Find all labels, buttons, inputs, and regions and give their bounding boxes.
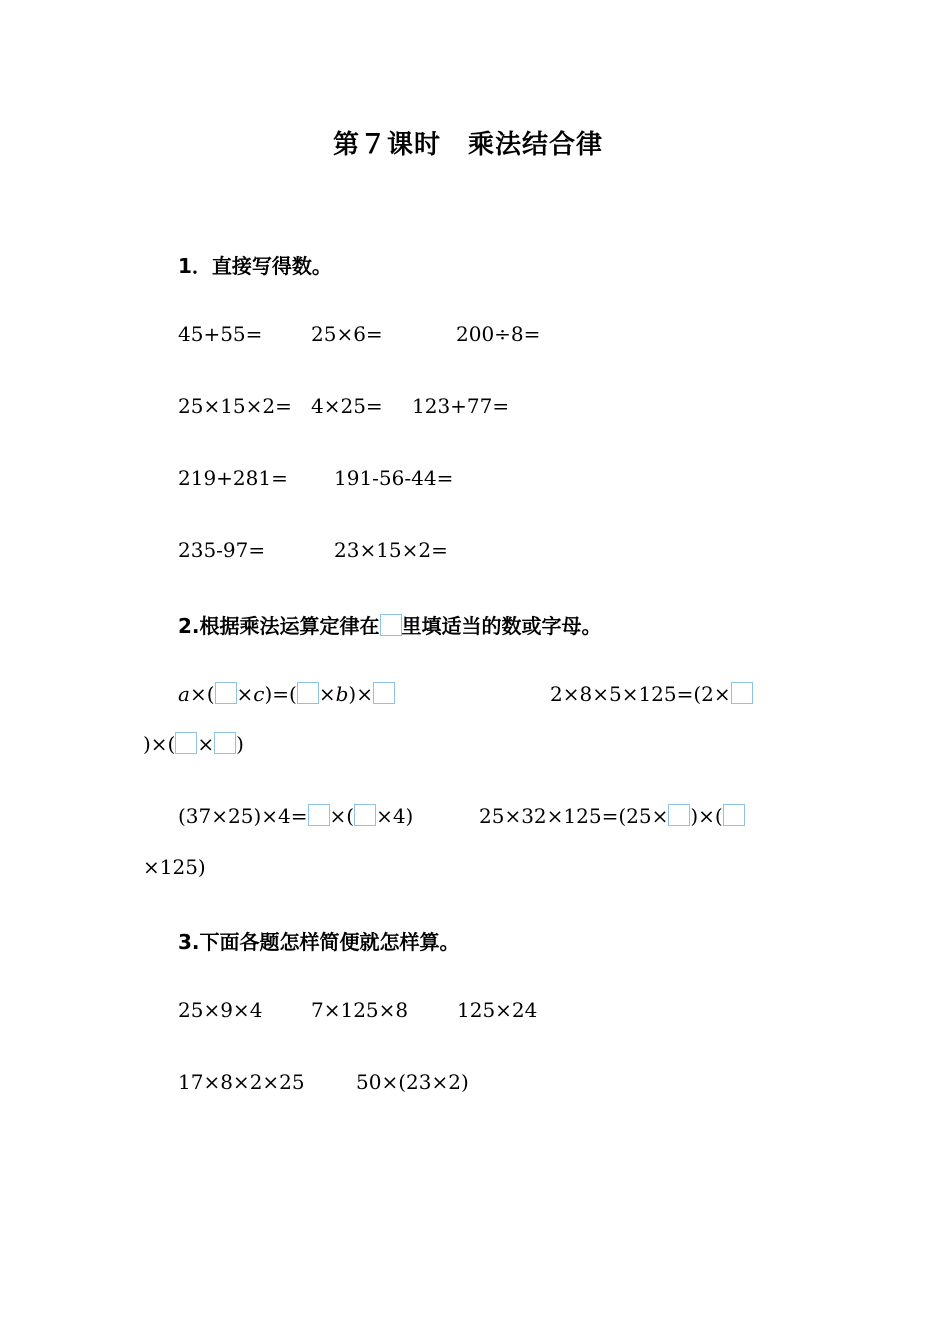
q2-line1-left [178,682,395,706]
answer-box[interactable] [214,732,236,754]
answer-box[interactable] [373,682,395,704]
q2-heading-after: 里填适当的数或字母。 [401,614,602,638]
q1-item: 191-56-44= [334,466,454,490]
q1-heading: 1．直接写得数。 [178,254,332,278]
q2-line2 [143,732,244,756]
expr-text: )=( [264,682,297,706]
q1-item: 25×6= [311,322,383,346]
q1-item: 45+55= [178,322,263,346]
answer-box[interactable] [668,804,690,826]
q3-item: 125×24 [457,998,538,1022]
q2-line3-right [479,804,745,828]
answer-box [380,614,402,636]
q1-item: 235-97= [178,538,266,562]
answer-box[interactable] [731,682,753,704]
var-b: b [335,682,349,706]
q1-item: 23×15×2= [334,538,448,562]
expr-text: )×( [143,732,176,756]
expr-text: ) [236,732,244,756]
expr-text: ×( [189,682,215,706]
q1-item: 123+77= [412,394,510,418]
q2-heading [178,610,602,639]
q2-line3-left [178,804,413,828]
q2-heading-before: 2.根据乘法运算定律在 [178,614,380,638]
expr-text: ×4) [376,804,414,828]
expr-text: (37×25)×4= [178,804,308,828]
answer-box[interactable] [354,804,376,826]
q1-item: 200÷8= [456,322,541,346]
q1-item: 25×15×2= [178,394,292,418]
q3-item: 25×9×4 [178,998,263,1022]
q1-item: 4×25= [311,394,383,418]
expr-text: )×( [690,804,723,828]
q2-line4: ×125) [143,855,206,879]
q1-item: 219+281= [178,466,288,490]
page-title: 第７课时 乘法结合律 [333,130,604,160]
expr-text: 25×32×125=(25× [479,804,669,828]
var-c: c [253,682,265,706]
q3-item: 50×(23×2) [356,1070,469,1094]
answer-box[interactable] [297,682,319,704]
expr-text: × [197,732,215,756]
expr-text: )× [348,682,373,706]
expr-text: ×( [329,804,355,828]
answer-box[interactable] [308,804,330,826]
q2-line1-right [550,682,753,706]
expr-text: × [236,682,254,706]
answer-box[interactable] [175,732,197,754]
answer-box[interactable] [723,804,745,826]
var-a: a [178,682,190,706]
q3-item: 7×125×8 [311,998,409,1022]
expr-text: × [318,682,336,706]
q3-heading: 3.下面各题怎样简便就怎样算。 [178,930,460,954]
answer-box[interactable] [215,682,237,704]
expr-text: 2×8×5×125=(2× [550,682,731,706]
q3-item: 17×8×2×25 [178,1070,305,1094]
